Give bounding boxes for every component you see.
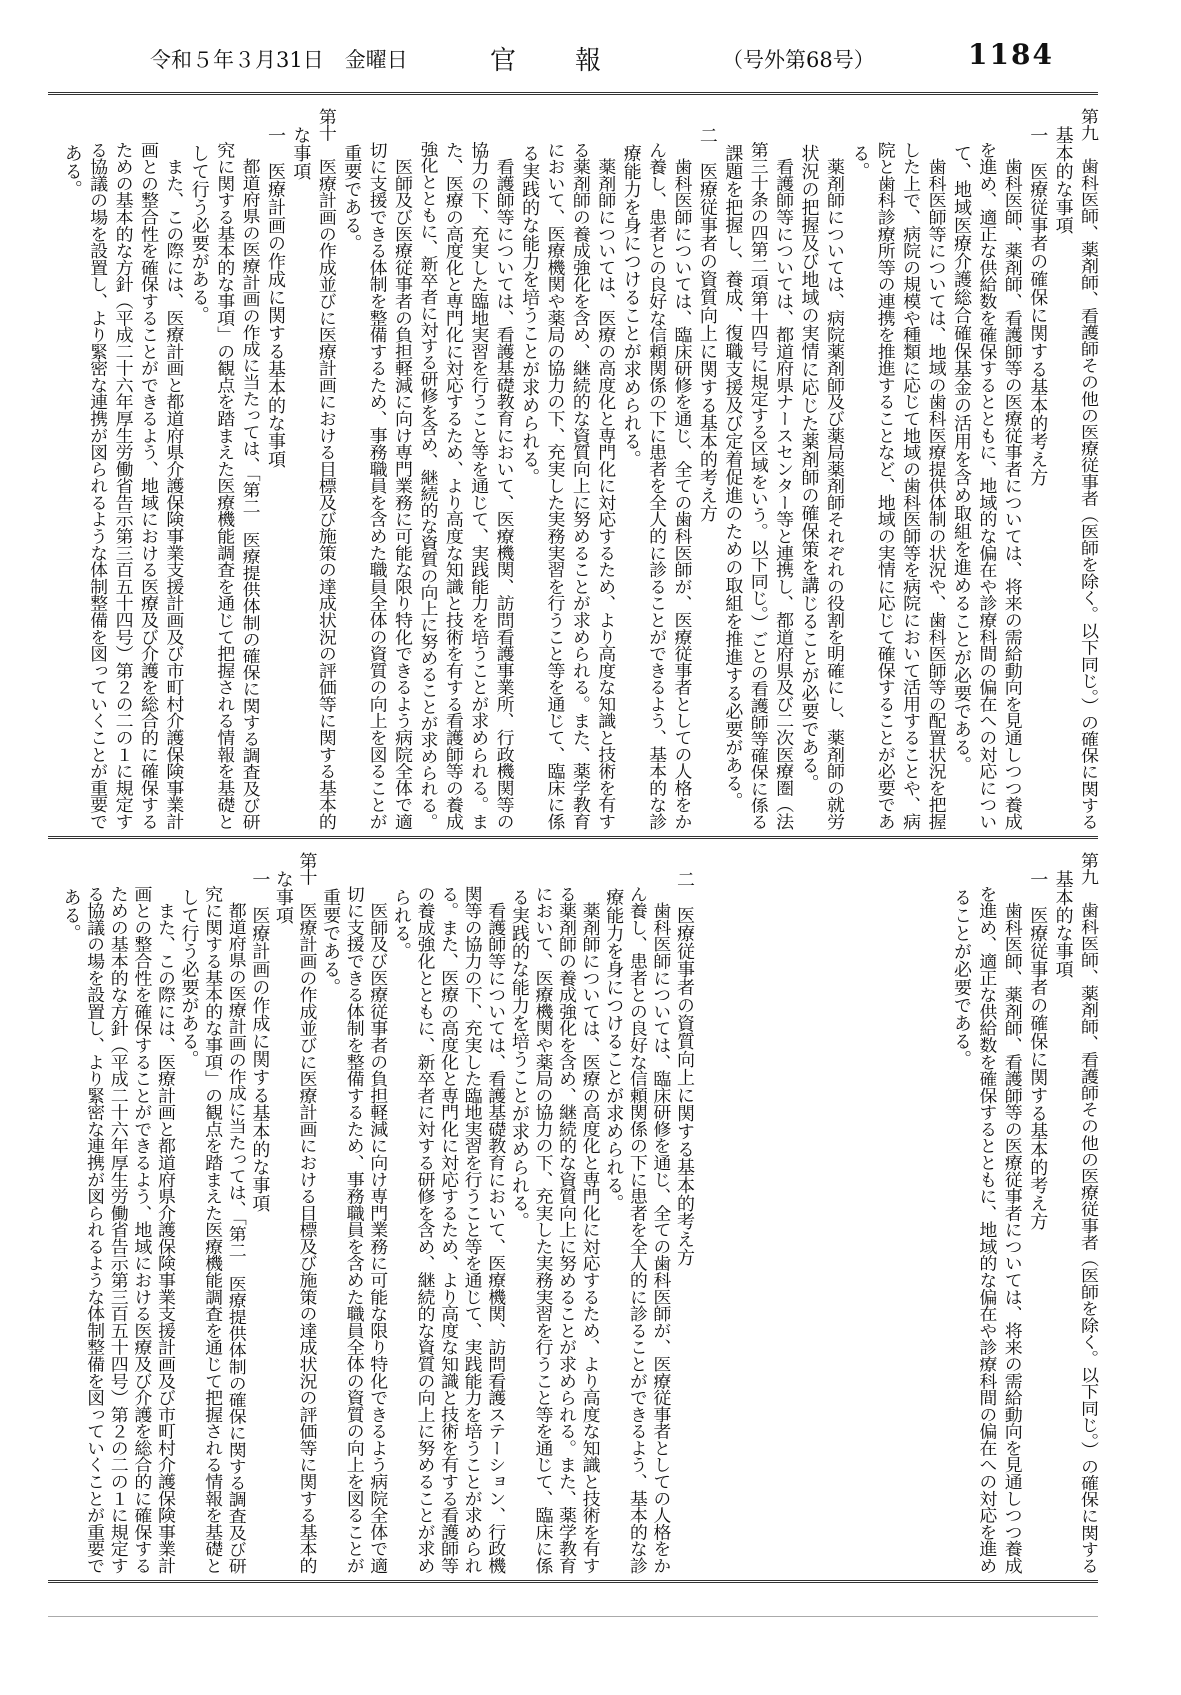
- text-line: 歯科医師、薬剤師、看護師等の医療従事者については、将来の需給動向を見通しつつ養成: [1001, 852, 1023, 1574]
- header-divider: [48, 92, 1098, 95]
- text-line: る。また、医療の高度化と専門化に対応するため、より高度な知識と技術を有する看護師等: [438, 852, 460, 1574]
- text-line: において、医療機関や薬局の協力の下、充実した実務実習を行うこと等を通じて、臨床に係: [532, 852, 554, 1574]
- text-column: [263, 108, 288, 830]
- text-column: [237, 108, 262, 830]
- text-column: [212, 108, 237, 830]
- text-column: [224, 852, 248, 1574]
- text-column: [161, 108, 186, 830]
- text-column: [974, 108, 999, 830]
- text-column: [153, 852, 177, 1574]
- text-line: 一 医療計画の作成に関する基本的な事項: [265, 108, 286, 468]
- text-line: 療能力を身につけることが求められる。: [603, 852, 625, 1212]
- text-column: [491, 108, 516, 830]
- text-line: ん養し、患者との良好な信頼関係の下に患者を全人的に診ることができるよう、基本的な診: [626, 852, 648, 1574]
- upper-text-section: [61, 108, 1101, 830]
- text-line: る実践的な能力を培うことが求められる。: [508, 852, 530, 1230]
- text-line: た、医療の高度化と専門化に対応するため、より高度な知識と技術を有する看護師等の養成: [442, 108, 464, 830]
- text-line: 基本的な事項: [1052, 852, 1074, 978]
- text-column: [484, 852, 508, 1574]
- text-column: [649, 852, 673, 1574]
- text-line: 協力の下、充実した臨地実習を行うこと等を通じて、実践能力を培うことが求められる。ま: [468, 108, 490, 830]
- text-column: [644, 108, 669, 830]
- text-line: る協議の場を設置し、より緊密な連携が図られるような体制整備を図っていくことが重要で: [87, 108, 109, 830]
- text-column: [593, 108, 618, 830]
- text-line: 歯科医師については、臨床研修を通じ、全ての歯科医師が、医療従事者としての人格をか: [650, 852, 672, 1574]
- text-column: [186, 108, 211, 830]
- text-line: 状況の把握及び地域の実情に応じた薬剤師の確保策を講じることが必要である。: [798, 108, 820, 792]
- text-column: [1025, 108, 1050, 830]
- text-column: [1076, 852, 1101, 1574]
- text-column: [720, 108, 745, 830]
- text-line: 画との整合性を確保することができるよう、地域における医療及び介護を総合的に確保する: [137, 108, 159, 830]
- text-line: また、この際には、医療計画と都道府県介護保険事業支援計画及び市町村介護保険事業計: [163, 108, 185, 830]
- text-column: [567, 108, 592, 830]
- text-column: [415, 108, 440, 830]
- text-line: 第九 歯科医師、薬剤師、看護師その他の医療従事者（医師を除く。以下同じ。）の確保に関する: [1078, 852, 1099, 1575]
- page-number: 1184: [968, 38, 1054, 71]
- text-line: 医師及び医療従事者の負担軽減に向け専門業務に可能な限り特化できるよう病院全体で適: [392, 108, 414, 830]
- text-line: 薬剤師については、医療の高度化と専門化に対応するため、より高度な知識と技術を有す: [579, 852, 601, 1574]
- text-line: 第十 医療計画の作成並びに医療計画における目標及び施策の達成状況の評価等に関する基本的: [296, 852, 318, 1574]
- text-line: 課題を把握し、養成、復職支援及び定着促進のための取組を推進する必要がある。: [722, 108, 744, 810]
- text-column: [578, 852, 602, 1574]
- gazette-title-ho: 報: [575, 46, 602, 76]
- text-line: 歯科医師等については、地域の歯科医療提供体制の状況や、歯科医師等の配置状況を把握: [925, 108, 947, 830]
- text-column: [672, 852, 696, 1574]
- text-line: を進め、適正な供給数を確保するとともに、地域的な偏在や診療科間の偏在への対応につい: [976, 108, 998, 830]
- text-line: において、医療機関や薬局の協力の下、充実した実務実習を行うこと等を通じて、臨床に係: [544, 108, 566, 830]
- text-column: [974, 852, 999, 1574]
- text-column: [390, 108, 415, 830]
- text-column: [59, 108, 84, 830]
- text-column: [796, 108, 821, 830]
- footer-divider: [48, 1580, 1098, 1583]
- text-line: 切に支援できる体制を整備するため、事務職員を含めた職員全体の資質の向上を図ることが: [366, 108, 388, 830]
- text-column: [440, 108, 465, 830]
- text-line: て、地域医療介護総合確保基金の活用を含め取組を進めることが必要である。: [950, 108, 972, 774]
- text-column: [248, 852, 272, 1574]
- text-line: 関等の協力の下、充実した臨地実習を行うこと等を通じて、実践能力を培うことが求められ: [461, 852, 483, 1574]
- text-column: [59, 852, 83, 1574]
- text-column: [288, 108, 313, 830]
- text-column: [822, 108, 847, 830]
- text-line: ある。: [61, 108, 83, 198]
- text-line: 院と歯科診療所等の連携を推進することなど、地域の実情に応じて確保することが必要であ: [874, 108, 896, 830]
- text-line: 歯科医師、薬剤師、看護師等の医療従事者については、将来の需給動向を見通しつつ養成: [1001, 108, 1023, 830]
- text-line: 第十 医療計画の作成並びに医療計画における目標及び施策の達成状況の評価等に関する基本的: [315, 108, 337, 830]
- text-column: [130, 852, 154, 1574]
- text-line: 第九 歯科医師、薬剤師、看護師その他の医療従事者（医師を除く。以下同じ。）の確保に関する: [1078, 108, 1099, 831]
- text-column: [542, 108, 567, 830]
- text-column: [554, 852, 578, 1574]
- lower-text-section-right: [941, 852, 1101, 1574]
- lower-text-section-left: [56, 852, 696, 1574]
- text-column: [342, 852, 366, 1574]
- text-line: な事項: [272, 852, 294, 924]
- text-line: ための基本的な方針（平成二十六年厚生労働省告示第三百五十四号）第２の二の１に規定す: [107, 852, 129, 1574]
- text-line: また、この際には、医療計画と都道府県介護保険事業支援計画及び市町村介護保険事業計: [154, 852, 176, 1574]
- text-line: る。: [849, 108, 871, 180]
- footer-thin-rule: [48, 1616, 1098, 1617]
- text-column: [106, 852, 130, 1574]
- section-divider: [48, 836, 1098, 839]
- issue-date: 令和５年３月31日 金曜日: [150, 48, 408, 72]
- text-line: して行う必要がある。: [188, 108, 210, 324]
- text-column: [413, 852, 437, 1574]
- text-line: 都道府県の医療計画の作成に当たっては、「第二 医療提供体制の確保に関する調査及び研: [225, 852, 247, 1575]
- text-line: して行う必要がある。: [178, 852, 200, 1068]
- text-column: [625, 852, 649, 1574]
- text-column: [745, 108, 770, 830]
- gazette-header: [0, 38, 1181, 78]
- text-column: [460, 852, 484, 1574]
- issue-number: （号外第68号）: [722, 48, 875, 72]
- text-column: [319, 852, 343, 1574]
- text-column: [949, 108, 974, 830]
- text-line: 画との整合性を確保することができるよう、地域における医療及び介護を総合的に確保する: [131, 852, 153, 1574]
- text-column: [517, 108, 542, 830]
- text-column: [136, 108, 161, 830]
- text-column: [669, 108, 694, 830]
- text-line: な事項: [290, 108, 312, 180]
- text-line: 一 医療計画の作成に関する基本的な事項: [249, 852, 271, 1212]
- text-column: [847, 108, 872, 830]
- text-column: [949, 852, 974, 1574]
- text-column: [999, 852, 1024, 1574]
- text-column: [201, 852, 225, 1574]
- text-line: 究に関する基本的な事項」の観点を踏まえた医療機能調査を通じて把握される情報を基礎と: [214, 108, 236, 830]
- text-column: [507, 852, 531, 1574]
- text-line: る実践的な能力を培うことが求められる。: [519, 108, 541, 486]
- text-column: [1076, 108, 1101, 830]
- text-column: [295, 852, 319, 1574]
- text-line: 看護師等については、看護基礎教育において、医療機関、訪問看護事業所、行政機関等の: [493, 108, 515, 830]
- text-column: [85, 108, 110, 830]
- text-column: [366, 852, 390, 1574]
- text-line: 究に関する基本的な事項」の観点を踏まえた医療機能調査を通じて把握される情報を基礎と: [202, 852, 224, 1574]
- text-line: 二 医療従事者の資質向上に関する基本的考え方: [674, 852, 695, 1266]
- text-line: 薬剤師については、医療の高度化と専門化に対応するため、より高度な知識と技術を有す: [595, 108, 617, 830]
- text-column: [1025, 852, 1050, 1574]
- text-column: [999, 108, 1024, 830]
- text-line: られる。: [390, 852, 412, 960]
- gazette-title-kan: 官: [490, 46, 517, 76]
- text-line: ん養し、患者との良好な信頼関係の下に患者を全人的に診ることができるよう、基本的な診: [646, 108, 668, 830]
- text-line: る薬剤師の養成強化を含め、継続的な資質向上に努めることが求められる。また、薬学教育: [556, 852, 578, 1574]
- text-line: る薬剤師の養成強化を含め、継続的な資質向上に努めることが求められる。また、薬学教育: [569, 108, 591, 830]
- text-column: [364, 108, 389, 830]
- text-column: [436, 852, 460, 1574]
- text-line: を進め、適正な供給数を確保するとともに、地域的な偏在や診療科間の偏在への対応を進め: [976, 852, 998, 1574]
- text-line: ることが必要である。: [950, 852, 972, 1068]
- text-line: した上で、病院の規模や種類に応じて地域の歯科医師等を病院において活用することや、病: [900, 108, 922, 830]
- text-column: [872, 108, 897, 830]
- text-column: [110, 108, 135, 830]
- text-column: [389, 852, 413, 1574]
- text-column: [83, 852, 107, 1574]
- text-column: [898, 108, 923, 830]
- text-column: [923, 108, 948, 830]
- text-line: 切に支援できる体制を整備するため、事務職員を含めた職員全体の資質の向上を図ることが: [343, 852, 365, 1574]
- text-line: 重要である。: [341, 108, 363, 252]
- text-line: 医師及び医療従事者の負担軽減に向け専門業務に可能な限り特化できるよう病院全体で適: [367, 852, 389, 1574]
- text-column: [618, 108, 643, 830]
- text-line: 強化とともに、新卒者に対する研修を含め、継続的な資質の向上に努めることが求められる。: [417, 108, 439, 830]
- text-line: 重要である。: [320, 852, 342, 996]
- text-line: 基本的な事項: [1052, 108, 1074, 234]
- text-column: [695, 108, 720, 830]
- text-column: [339, 108, 364, 830]
- text-line: る協議の場を設置し、より緊密な連携が図られるような体制整備を図っていくことが重要で: [84, 852, 106, 1574]
- text-column: [271, 852, 295, 1574]
- text-column: [177, 852, 201, 1574]
- text-line: 看護師等については、看護基礎教育において、医療機関、訪問看護ステーション、行政機: [485, 852, 507, 1574]
- text-line: 看護師等については、都道府県ナースセンター等と連携し、都道府県及び二次医療圏（法: [773, 108, 795, 830]
- text-column: [313, 108, 338, 830]
- text-column: [1050, 852, 1075, 1574]
- text-line: 第三十条の四第二項第十四号に規定する区域をいう。以下同じ。）ごとの看護師等確保に係る: [747, 108, 769, 831]
- text-column: [771, 108, 796, 830]
- text-line: ある。: [60, 852, 82, 942]
- text-line: ための基本的な方針（平成二十六年厚生労働省告示第三百五十四号）第２の二の１に規定す: [112, 108, 134, 830]
- text-line: の養成強化とともに、新卒者に対する研修を含め、継続的な資質の向上に努めることが求め: [414, 852, 436, 1574]
- text-column: [1050, 108, 1075, 830]
- text-line: 一 医療従事者の確保に関する基本的考え方: [1027, 852, 1049, 1230]
- text-line: 療能力を身につけることが求められる。: [620, 108, 642, 468]
- text-column: [466, 108, 491, 830]
- text-line: 薬剤師については、病院薬剤師及び薬局薬剤師それぞれの役割を明確にし、薬剤師の就労: [823, 108, 845, 830]
- text-line: 歯科医師については、臨床研修を通じ、全ての歯科医師が、医療従事者としての人格をか: [671, 108, 693, 830]
- text-column: [531, 852, 555, 1574]
- text-line: 一 医療従事者の確保に関する基本的考え方: [1027, 108, 1049, 486]
- text-line: 二 医療従事者の資質向上に関する基本的考え方: [696, 108, 718, 522]
- text-line: 都道府県の医療計画の作成に当たっては、「第二 医療提供体制の確保に関する調査及び研: [239, 108, 261, 831]
- text-column: [602, 852, 626, 1574]
